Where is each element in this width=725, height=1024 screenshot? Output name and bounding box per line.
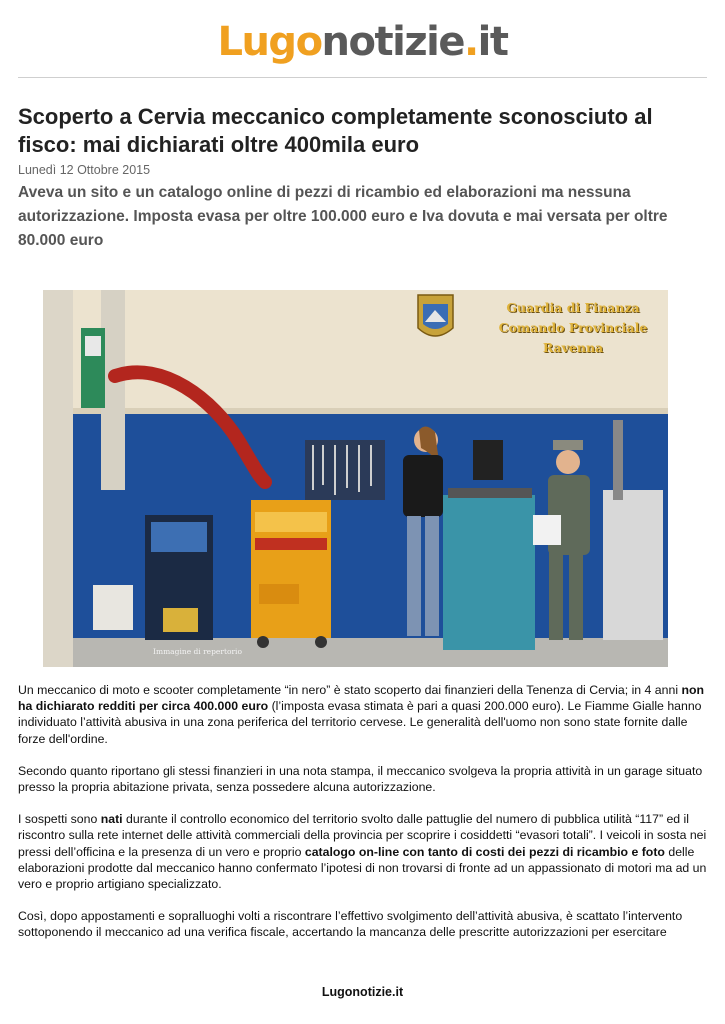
p1-bold: non ha dichiarato redditi per circa 400.000 euro	[18, 683, 705, 714]
article-date: Lunedì 12 Ottobre 2015	[18, 163, 151, 177]
p3-text-e: delle elaborazioni prodotte dal meccanico hanno confermato l’ipotesi di non trovarsi di fronte ad un appassionato di motori ma ad un vero e proprio artigiano specializzato.	[18, 844, 707, 892]
overlay-line-2: Comando Provinciale Ravenna	[498, 320, 648, 355]
p1-text-a: Un meccanico di moto e scooter completamente “in nero” è stato scoperto dai finanzieri della Tenenza di Cervia; in 4 anni	[18, 683, 682, 697]
p1-text-c: (l’imposta evasa stimata è pari a quasi 200.000 euro). Le Fiamme Gialle hanno individuato l’attività abusiva in una zona periferica del territorio cervese. Le generalità dell'uomo non sono state fornite dalle forze dell'ordine.	[18, 699, 702, 746]
article-subtitle: Aveva un sito e un catalogo online di pezzi di ricambio ed elaborazioni ma nessuna autorizzazione. Imposta evasa per oltre 100.000 euro e Iva dovuta e mai versata per oltre 80.000 euro	[18, 184, 668, 249]
site-logo[interactable]	[0, 18, 725, 66]
p3-text-c: durante il controllo economico del territorio svolto dalle pattuglie del numero di pubblica utilità “117” ed il riscontro sulla rete internet delle attività commerciali della provincia per scoprire i cosiddetti “evasori totali”. I veicoli in sosta nei pressi dell’officina e la presenza di un vero e proprio	[18, 812, 707, 859]
logo-dot: .	[463, 19, 478, 65]
article-photo	[43, 290, 668, 667]
article-title: Scoperto a Cervia meccanico completamente sconosciuto al fisco: mai dichiarati oltre 400mila euro	[18, 104, 653, 157]
crest-icon	[418, 295, 453, 336]
paragraph-1	[18, 682, 708, 747]
p3-text-a: I sospetti sono	[18, 812, 101, 827]
logo-lugo: Lugo	[217, 19, 322, 65]
paragraph-3	[18, 811, 708, 892]
paragraph-4: Così, dopo appostamenti e sopralluoghi volti a riscontrare l’effettivo svolgimento dell’attività abusiva, è scattato l’intervento sottoponendo il meccanico ad una verifica fiscale, accertando la mancanza delle prescritte autorizzazioni per esercitare	[18, 909, 683, 940]
photo-caption: Immagine di repertorio	[153, 647, 242, 656]
site-header	[0, 18, 725, 66]
photo-overlay-title	[493, 298, 653, 358]
article-body	[18, 682, 708, 957]
overlay-line-1: Guardia di Finanza	[506, 300, 640, 315]
logo-it: it	[477, 19, 508, 65]
footer-site-name[interactable]: Lugonotizie.it	[321, 985, 404, 999]
header-divider	[18, 77, 707, 78]
p3-bold-1: nati	[100, 812, 123, 827]
paragraph-2: Secondo quanto riportano gli stessi finanzieri in una nota stampa, il meccanico svolgeva la propria attività in un garage situato presso la propria abitazione privata, senza possedere alcuna autorizzazione.	[18, 763, 703, 795]
p3-bold-2: catalogo on-line con tanto di costi dei pezzi di ricambio e foto	[304, 844, 665, 859]
logo-notizie: notizie	[321, 19, 464, 65]
